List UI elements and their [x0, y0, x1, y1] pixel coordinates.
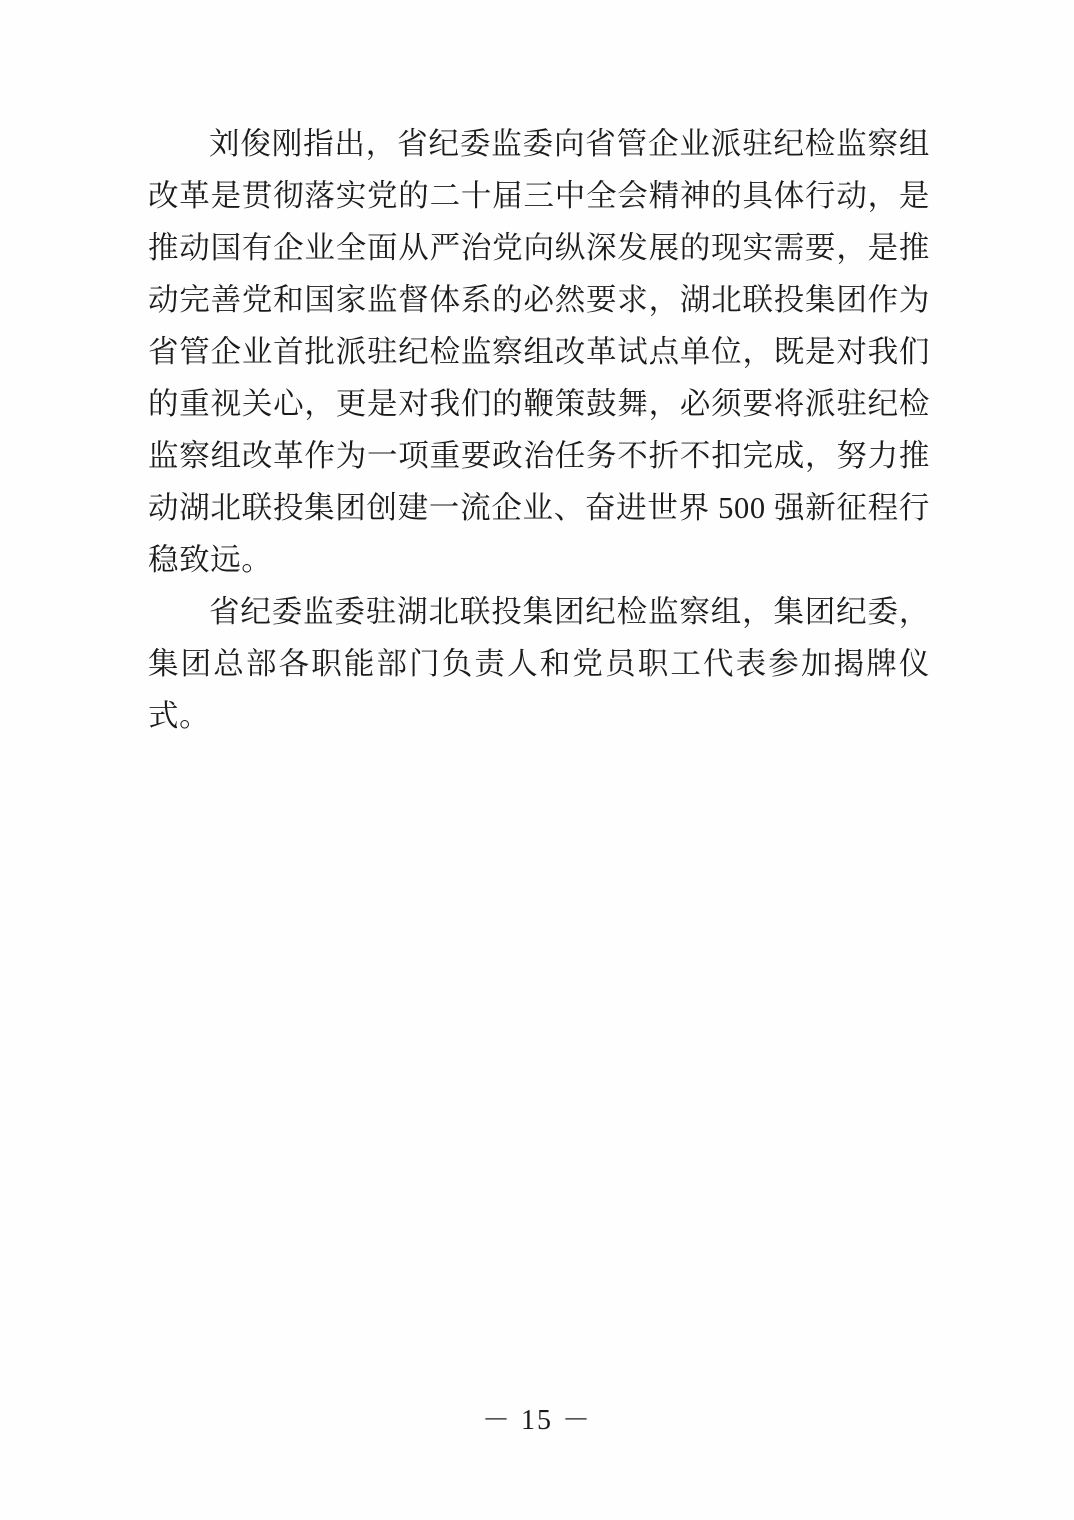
- page-number: － 15 －: [481, 1405, 592, 1436]
- document-body: [148, 118, 930, 742]
- page-footer: [0, 1398, 1074, 1438]
- paragraph-2: 省纪委监委驻湖北联投集团纪检监察组，集团纪委，集团总部各职能部门负责人和党员职工代表参加揭牌仪式。: [148, 595, 930, 733]
- paragraph-1: 刘俊刚指出，省纪委监委向省管企业派驻纪检监察组改革是贯彻落实党的二十届三中全会精神的具体行动，是推动国有企业全面从严治党向纵深发展的现实需要，是推动完善党和国家监督体系的必然要求，湖北联投集团作为省管企业首批派驻纪检监察组改革试点单位，既是对我们的重视关心，更是对我们的鞭策鼓舞，必须要将派驻纪检监察组改革作为一项重要政治任务不折不扣完成，努力推动湖北联投集团创建一流企业、奋进世界 500 强新征程行稳致远。: [148, 127, 930, 577]
